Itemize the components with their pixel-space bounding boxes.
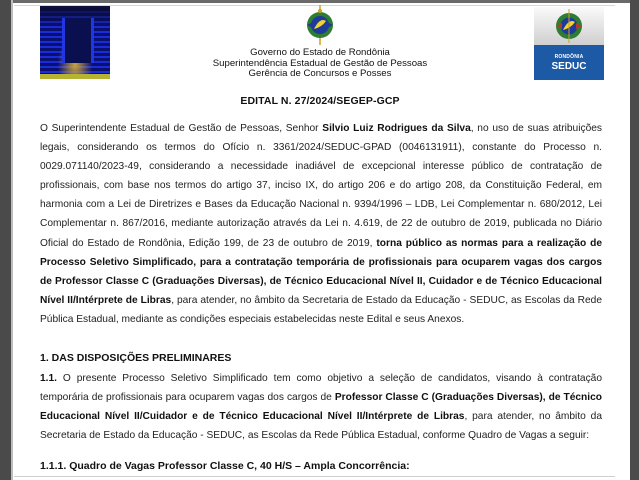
letterhead-management: Gerência de Concursos e Posses [248,68,392,79]
clause-bold-text: Professor Classe C (Graduações Diversas), de Técnico Educacional Nível II/Cuidador e de Técnico Educacional Nível II/Intérprete de Libras [40,392,602,423]
intro-text-1: O Superintendente Estadual de Gestão de Pessoas, Senhor [40,123,323,134]
intro-paragraph [40,119,602,329]
letterhead-government: Governo do Estado de Rondônia [250,47,390,58]
building-base [40,74,110,79]
viewer-scrollbar[interactable] [630,0,639,480]
letterhead-superintendency: Superintendência Estadual de Gestão de Pessoas [212,57,428,69]
superintendent-name: Silvio Luiz Rodrigues da Silva [322,123,471,134]
building-photo [40,6,110,79]
letterhead [170,48,470,80]
viewer-frame-left [0,0,11,480]
seduc-logo-text: SEDUC [551,61,587,72]
section-1-title: 1. DAS DISPOSIÇÕES PRELIMINARES [40,352,232,364]
seduc-logo-banner [534,45,604,80]
clause-text-1: O presente Processo Seletivo Simplificado tem como objetivo a seleção de candidatos, visando à contratação temporária de profissionais para ocuparem vagas dos cargos de [40,373,602,404]
rondonia-crest-icon [303,5,337,45]
clause-text-2: , para atender, no âmbito da Secretaria de Estado da Educação - SEDUC, as Escolas da Rede Pública Estadual, conforme Quadro de Vagas a seguir: [40,411,603,442]
seduc-logo [534,7,604,80]
clause-number: 1.1. [40,373,57,384]
intro-bold-text: torna público as normas para a realização de Processo Seletivo Simplificado, para a contratação temporária de profissionais para ocuparem vagas dos cargos de Professor Classe C (Graduações Diversas), de Técnico Educacional Nível II, Cuidador e de Técnico Educacional Nível II/Intérprete de Libras [40,237,602,306]
section-1-1-1-title: 1.1.1. Quadro de Vagas Professor Classe C, 40 H/S – Ampla Concorrência: [40,460,410,472]
seduc-logo-top [534,7,604,45]
intro-text-3: , para atender, no âmbito da Secretaria de Estado da Educação - SEDUC, as Escolas da Rede Pública Estadual, mediante as condições especiais estabelecidas neste Edital e seus Anexos. [40,294,602,325]
document-title: EDITAL N. 27/2024/SEGEP-GCP [240,95,400,107]
page-bottom-rule [14,476,615,477]
section-1-1-paragraph [40,369,602,445]
seduc-logo-state: RONDÔNIA [554,54,584,60]
viewer-frame-left-edge [11,0,13,480]
building-arch [62,18,94,63]
intro-text-2: , no uso de suas atribuições legais, considerando os termos do Ofício n. 3361/2024/SEDUC-GPAD (0046131911), constante do Processo n. 0029.071140/2023-49, considerando a necessidade inadiável de excepcional interesse público de contratação de profissionais, com base nos termos do artigo 37, inciso IX, do artigo 206 e do artigo 208, da Constituição Federal, em harmonia com a Lei de Diretrizes e Bases da Educação Nacional n. 9394/1996 – LDB, Lei Complementar n. 680/2012, Lei Complementar n. 867/2016, mediante autorização através da Lei n. 4.619, de 22 de outubro de 2019, publicada no Diário Oficial do Estado de Rondônia, Edição 199, de 23 de outubro de 2019, [40,123,603,249]
